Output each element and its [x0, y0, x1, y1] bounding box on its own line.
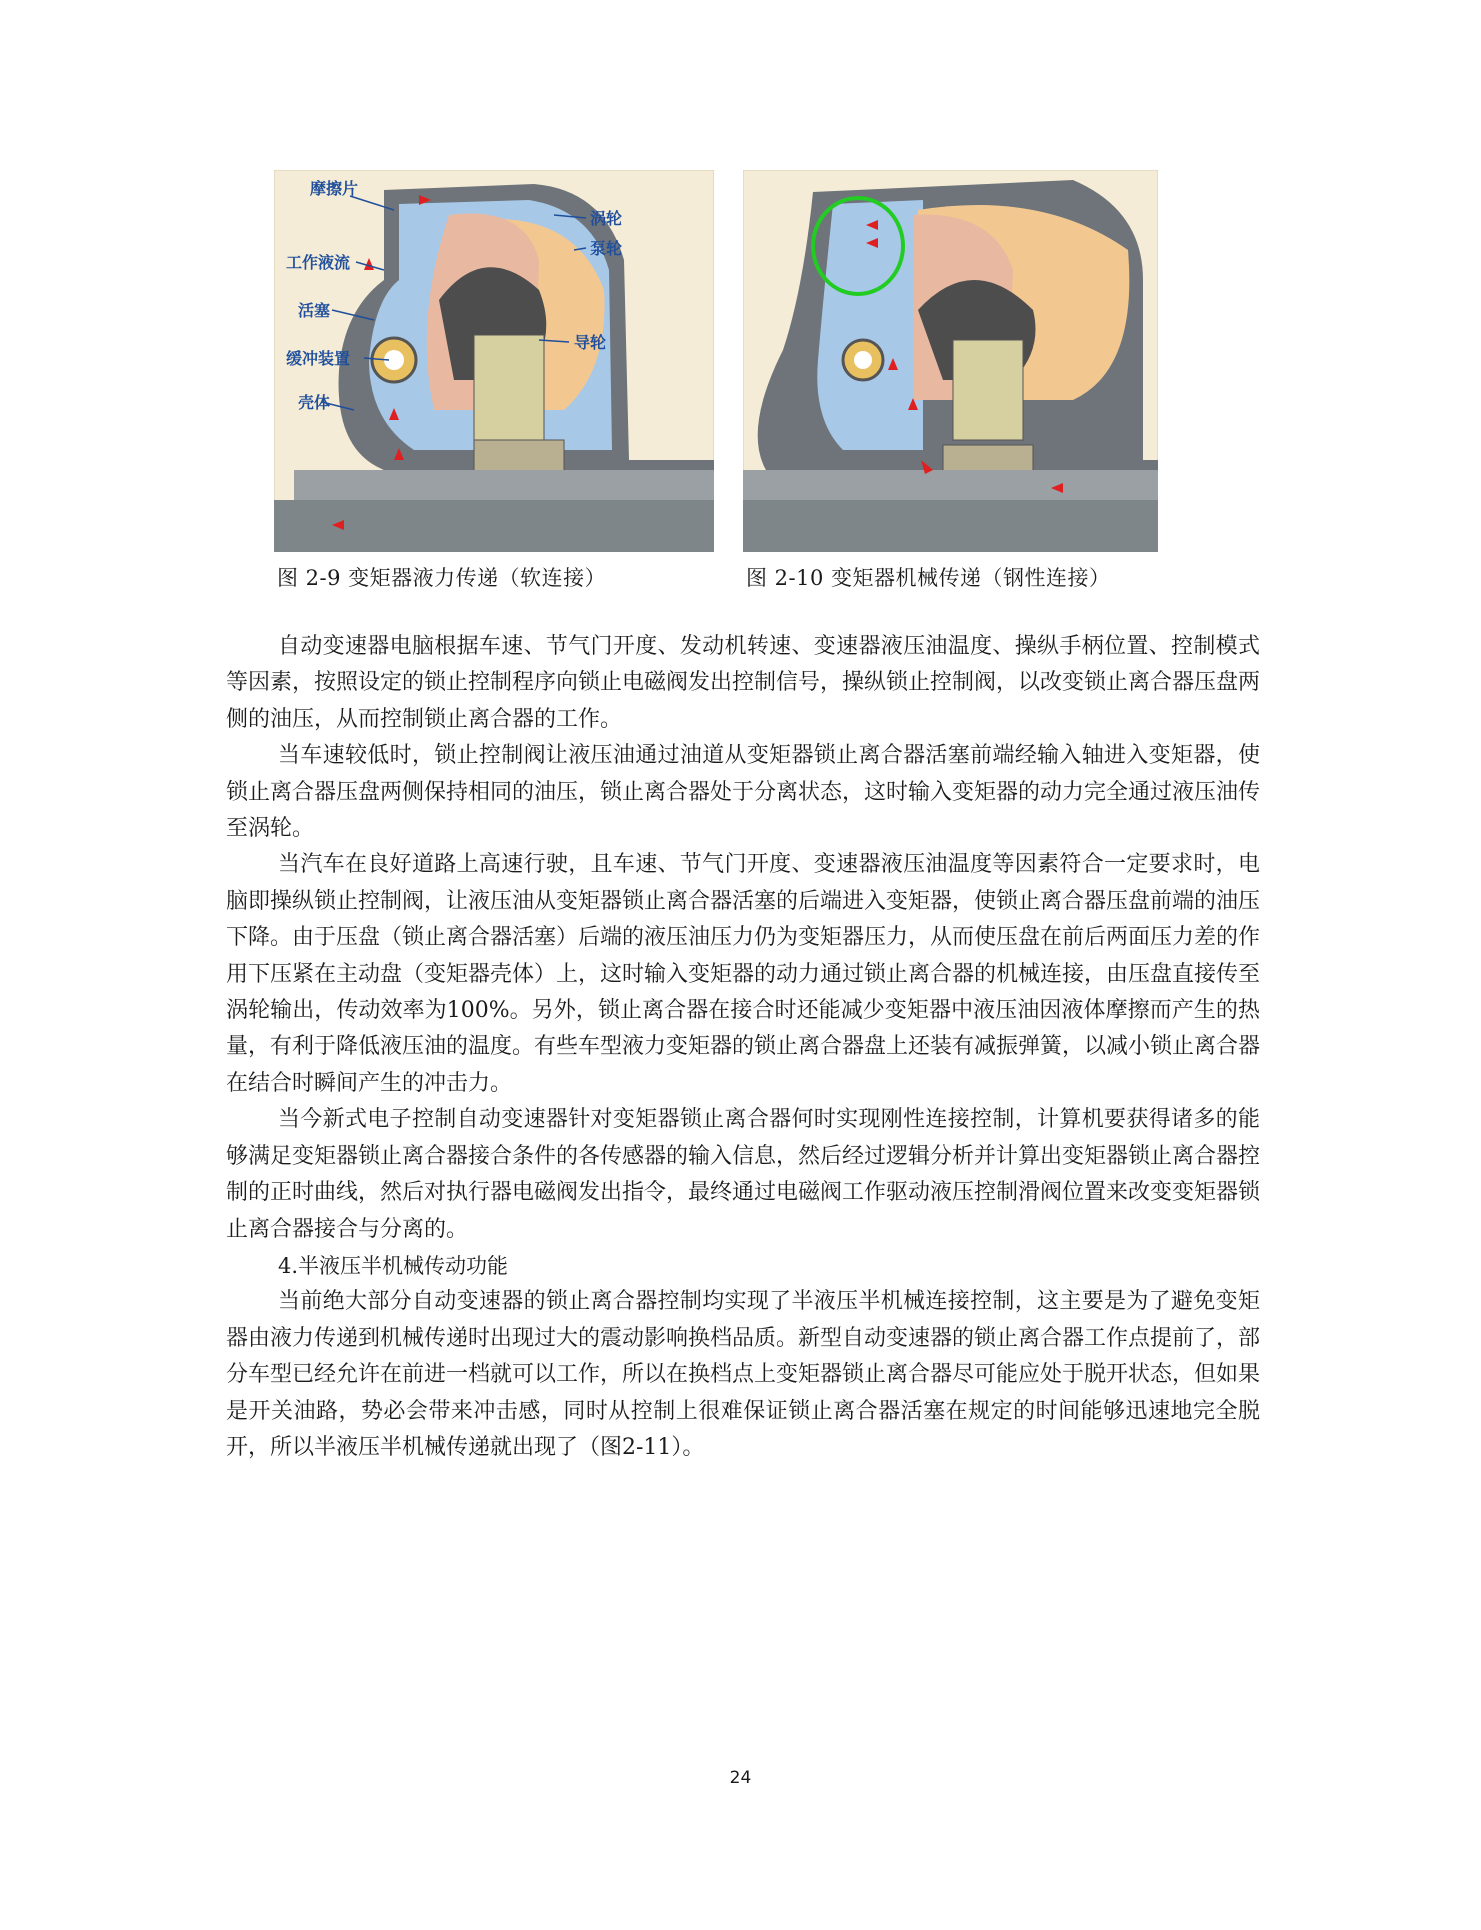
- torque-converter-rigid-diagram: [743, 170, 1158, 552]
- torque-converter-soft-diagram: [274, 170, 714, 552]
- section-heading: 4.半液压半机械传动功能: [278, 1253, 509, 1278]
- paragraph: 当前绝大部分自动变速器的锁止离合器控制均实现了半液压半机械连接控制，这主要是为了避免变矩器由液力传递到机械传递时出现过大的震动影响换档品质。新型自动变速器的锁止离合器工作点提前了，部分车型已经允许在前进一档就可以工作，所以在换档点上变矩器锁止离合器尽可能应处于脱开状态，但如果是开关油路，势必会带来冲击感，同时从控制上很难保证锁止离合器活塞在规定的时间能够迅速地完全脱开，所以半液压半机械传递就出现了（图2-11）。: [226, 1289, 1261, 1460]
- paragraph: 自动变速器电脑根据车速、节气门开度、发动机转速、变速器液压油温度、操纵手柄位置、控制模式等因素，按照设定的锁止控制程序向锁止电磁阀发出控制信号，操纵锁止控制阀，以改变锁止离合器压盘两侧的油压，从而控制锁止离合器的工作。: [226, 634, 1261, 732]
- page-number: 24: [729, 1768, 752, 1788]
- body-text: [226, 629, 1260, 1466]
- label-working-fluid: 工作液流: [286, 253, 351, 272]
- figure-caption-2-9: 图 2-9 变矩器液力传递（软连接）: [277, 566, 607, 590]
- label-piston: 活塞: [298, 301, 331, 320]
- label-housing: 壳体: [298, 393, 331, 412]
- figure-2-9: [274, 170, 714, 552]
- label-pump: 泵轮: [590, 239, 623, 258]
- paragraph: 当今新式电子控制自动变速器针对变矩器锁止离合器何时实现刚性连接控制，计算机要获得诸多的能够满足变矩器锁止离合器接合条件的各传感器的输入信息，然后经过逻辑分析并计算出变矩器锁止离合器控制的正时曲线，然后对执行器电磁阀发出指令，最终通过电磁阀工作驱动液压控制滑阀位置来改变变矩器锁止离合器接合与分离的。: [226, 1107, 1261, 1242]
- paragraph: 当车速较低时，锁止控制阀让液压油通过油道从变矩器锁止离合器活塞前端经输入轴进入变矩器，使锁止离合器压盘两侧保持相同的油压，锁止离合器处于分离状态，这时输入变矩器的动力完全通过液压油传至涡轮。: [226, 743, 1261, 842]
- label-damper: 缓冲装置: [286, 349, 351, 368]
- label-turbine: 涡轮: [590, 209, 623, 228]
- label-friction-plate: 摩擦片: [310, 179, 359, 198]
- label-stator: 导轮: [574, 333, 607, 352]
- figure-2-10: [743, 170, 1158, 552]
- paragraph: 当汽车在良好道路上高速行驶，且车速、节气门开度、变速器液压油温度等因素符合一定要求时，电脑即操纵锁止控制阀，让液压油从变矩器锁止离合器活塞的后端进入变矩器，使锁止离合器压盘前端的油压下降。由于压盘（锁止离合器活塞）后端的液压油压力仍为变矩器压力，从而使压盘在前后两面压力差的作用下压紧在主动盘（变矩器壳体）上，这时输入变矩器的动力通过锁止离合器的机械连接，由压盘直接传至涡轮输出，传动效率为100%。另外，锁止离合器在接合时还能减少变矩器中液压油因液体摩擦而产生的热量，有利于降低液压油的温度。有些车型液力变矩器的锁止离合器盘上还装有减振弹簧，以减小锁止离合器在结合时瞬间产生的冲击力。: [226, 852, 1261, 1096]
- figure-caption-2-10: 图 2-10 变矩器机械传递（钢性连接）: [746, 566, 1111, 590]
